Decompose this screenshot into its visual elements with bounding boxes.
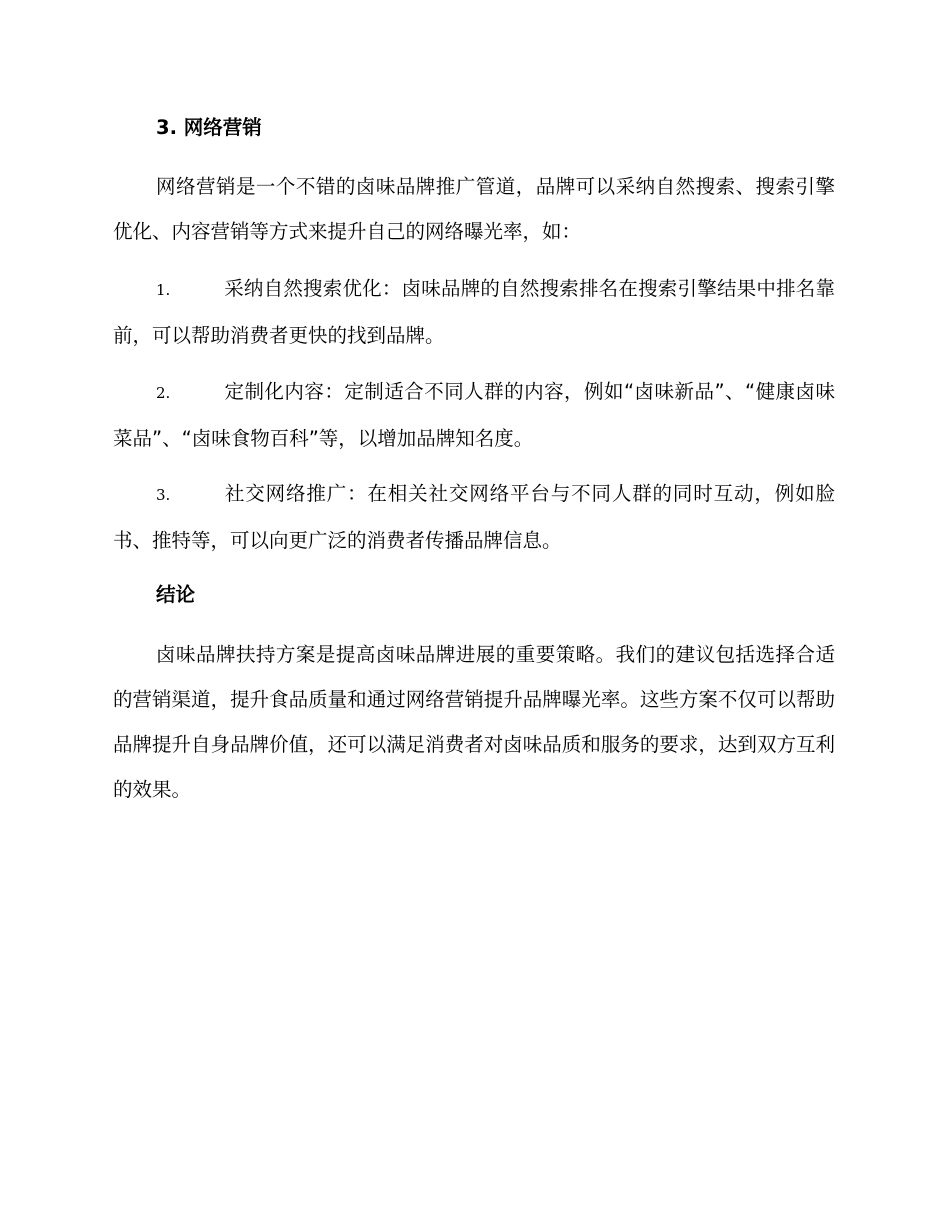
intro-paragraph: 网络营销是一个不错的卤味品牌推广管道，品牌可以采纳自然搜索、搜索引擎优化、内容营销等方式来提升自己的网络曝光率，如：: [113, 175, 835, 243]
conclusion-paragraph: 卤味品牌扶持方案是提高卤味品牌进展的重要策略。我们的建议包括选择合适的营销渠道，提升食品质量和通过网络营销提升品牌曝光率。这些方案不仅可以帮助品牌提升自身品牌价值，还可以满足消费者对卤味品质和服务的要求，达到双方互利的效果。: [113, 643, 835, 801]
section-heading: 3. 网络营销: [156, 116, 262, 139]
conclusion-heading: 结论: [156, 583, 196, 606]
list-number: 3.: [156, 486, 171, 504]
list-item-text: 采纳自然搜索优化：卤味品牌的自然搜索排名在搜索引擎结果中排名靠前，可以帮助消费者更快的找到品牌。: [113, 277, 835, 347]
list-number: 1.: [156, 281, 171, 299]
list-number: 2.: [156, 384, 171, 402]
list-item-1: [113, 266, 835, 358]
list-item-2: [113, 369, 835, 461]
list-item-text: 社交网络推广：在相关社交网络平台与不同人群的同时互动，例如脸书、推特等，可以向更广泛的消费者传播品牌信息。: [113, 482, 835, 552]
list-item-3: [113, 471, 835, 563]
list-item-text: 定制化内容：定制适合不同人群的内容，例如“卤味新品”、“健康卤味菜品”、“卤味食物百科”等，以增加品牌知名度。: [113, 380, 835, 450]
